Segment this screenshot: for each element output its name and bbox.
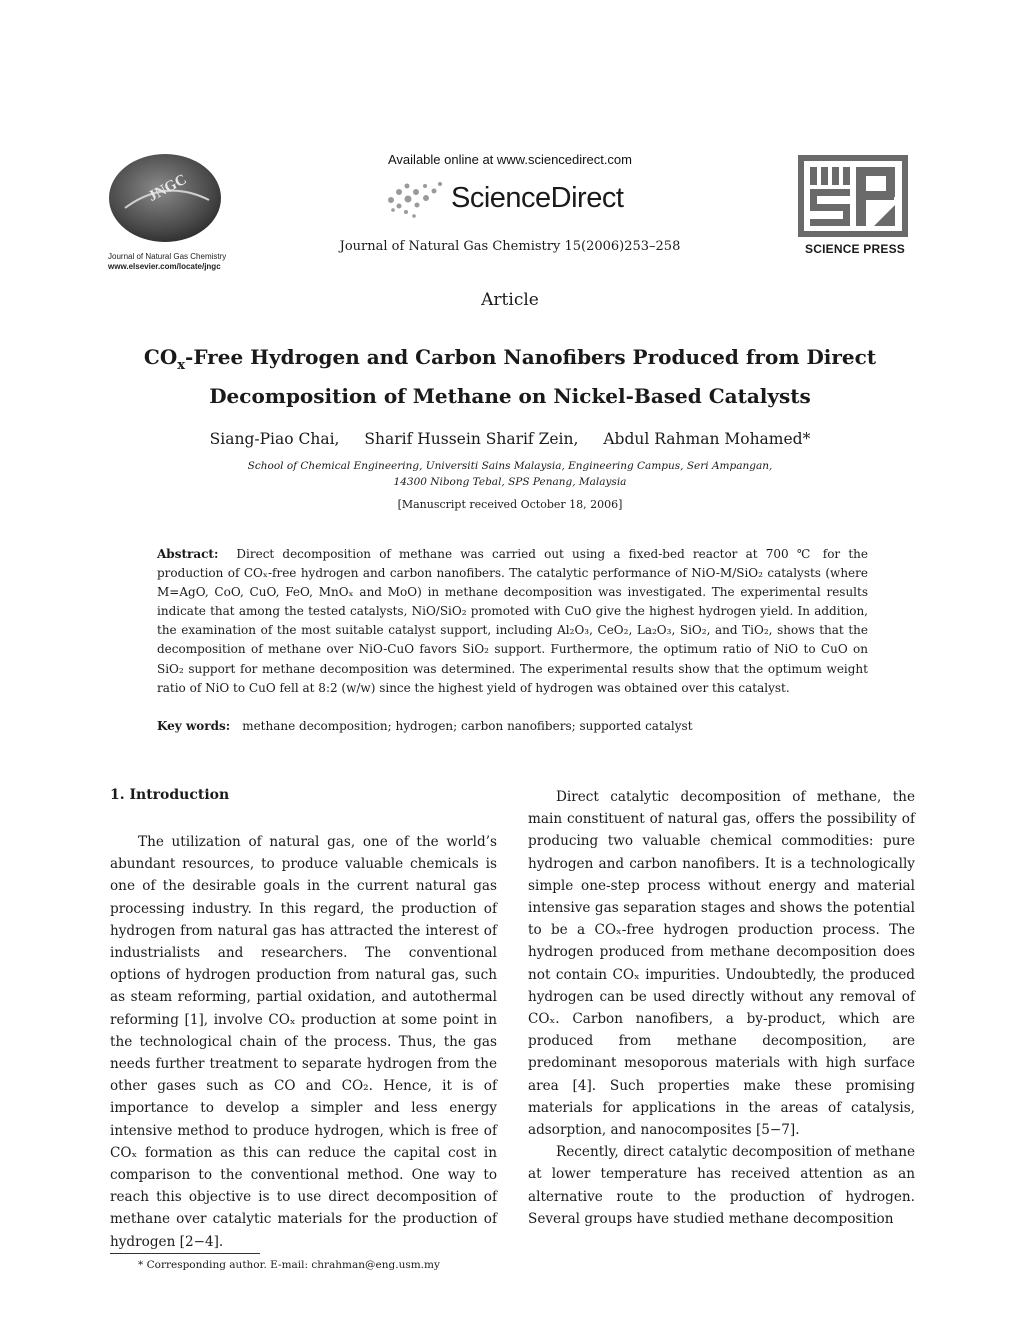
- author-name: Sharif Hussein Sharif Zein,: [364, 430, 579, 448]
- science-press-label: SCIENCE PRESS: [805, 242, 905, 256]
- title-part2: -Free Hydrogen and Carbon Nanofibers Produced from Direct Decomposition of Methane on Nickel-Based Catalysts: [185, 345, 877, 408]
- abstract: [157, 545, 868, 698]
- title-subscript: x: [177, 358, 186, 373]
- affiliation-line: School of Chemical Engineering, Universiti Sains Malaysia, Engineering Campus, Seri Ampangan,: [247, 460, 773, 472]
- body-paragraph: The utilization of natural gas, one of the world’s abundant resources, to produce valuable chemicals is one of the desirable goals in the current natural gas processing industry. In this regard, the production of hydrogen from natural gas has attracted the interest of industrialists and researchers. The conventional options of hydrogen production from natural gas, such as steam reforming, partial oxidation, and autothermal reforming [1], involve COₓ production at some point in the technological chain of the process. Thus, the gas needs further treatment to separate hydrogen from the other gases such as CO and CO₂. Hence, it is of importance to develop a simpler and less energy intensive method to produce hydrogen, which is free of COₓ formation as this can reduce the capital cost in comparison to the conventional method. One way to reach this objective is to use direct decomposition of methane over catalytic materials for the production of hydrogen [2−4].: [110, 834, 497, 1250]
- keywords-label: Key words:: [157, 719, 231, 733]
- left-column: [110, 831, 497, 1253]
- author-name: Abdul Rahman Mohamed*: [603, 430, 811, 448]
- body-paragraph: Direct catalytic decomposition of methane, the main constituent of natural gas, offers the possibility of producing two valuable chemical commodities: pure hydrogen and carbon nanofibers. It is a technologically simple one-step process without energy and material intensive gas separation stages and shows the potential to be a COₓ-free hydrogen production process. The hydrogen produced from methane decomposition does not contain COₓ impurities. Undoubtedly, the produced hydrogen can be used directly without any removal of COₓ. Carbon nanofibers, a by-product, which are produced from methane decomposition, are predominant mesoporous materials with high surface area [4]. Such properties make these promising materials for applications in the areas of catalysis, adsorption, and nanocomposites [5−7].: [528, 789, 915, 1139]
- title-part1: CO: [143, 345, 178, 369]
- science-press-logo: [798, 155, 908, 237]
- sciencedirect-wordmark: ScienceDirect: [451, 182, 624, 214]
- keywords: [157, 719, 868, 733]
- abstract-label: Abstract:: [157, 547, 219, 561]
- received-date: [Manuscript received October 18, 2006]: [397, 498, 623, 511]
- journal-caption-name: Journal of Natural Gas Chemistry: [108, 252, 227, 261]
- journal-caption: [108, 252, 248, 272]
- author-name: Siang-Piao Chai,: [209, 430, 340, 448]
- author-list: [120, 430, 900, 448]
- abstract-text: Direct decomposition of methane was carried out using a fixed-bed reactor at 700 ℃ for the production of COₓ-free hydrogen and carbon nanofibers. The catalytic performance of NiO-M/SiO₂ catalysts (where M=AgO, CoO, CuO, FeO, MnOₓ and MoO) in methane decomposition was investigated. The experimental results indicate that among the tested catalysts, NiO/SiO₂ promoted with CuO give the highest hydrogen yield. In addition, the examination of the most suitable catalyst support, including Al₂O₃, CeO₂, La₂O₃, SiO₂, and TiO₂, shows that the decomposition of methane over NiO-CuO favors SiO₂ support. Furthermore, the optimum ratio of NiO to CuO on SiO₂ support for methane decomposition was determined. The experimental results show that the optimum weight ratio of NiO to CuO fell at 8:2 (w/w) since the highest yield of hydrogen was obtained over this catalyst.: [157, 547, 868, 695]
- journal-url[interactable]: www.elsevier.com/locate/jngc: [108, 262, 221, 271]
- sciencedirect-dots-icon: [385, 178, 449, 222]
- keywords-text: methane decomposition; hydrogen; carbon nanofibers; supported catalyst: [242, 719, 693, 733]
- sciencedirect-logo: [385, 178, 635, 222]
- jngc-logo: [105, 148, 225, 248]
- article-type: Article: [481, 290, 539, 310]
- right-column: [528, 786, 915, 1230]
- affiliation-line: 14300 Nibong Tebal, SPS Penang, Malaysia: [393, 476, 627, 488]
- body-paragraph: Recently, direct catalytic decomposition of methane at lower temperature has received attention as an alternative route to the production of hydrogen. Several groups have studied methane decomposition: [528, 1144, 915, 1227]
- footnote: * Corresponding author. E-mail: chrahman@eng.usm.my: [138, 1259, 440, 1271]
- section-heading: 1. Introduction: [110, 787, 230, 803]
- footnote-divider: [110, 1253, 260, 1254]
- journal-reference: Journal of Natural Gas Chemistry 15(2006)253–258: [339, 239, 681, 254]
- affiliation: [150, 458, 870, 490]
- jngc-logo-text: JNGC: [145, 171, 190, 205]
- paper-title: [100, 342, 920, 412]
- available-online-text: Available online at www.sciencedirect.com: [388, 152, 632, 167]
